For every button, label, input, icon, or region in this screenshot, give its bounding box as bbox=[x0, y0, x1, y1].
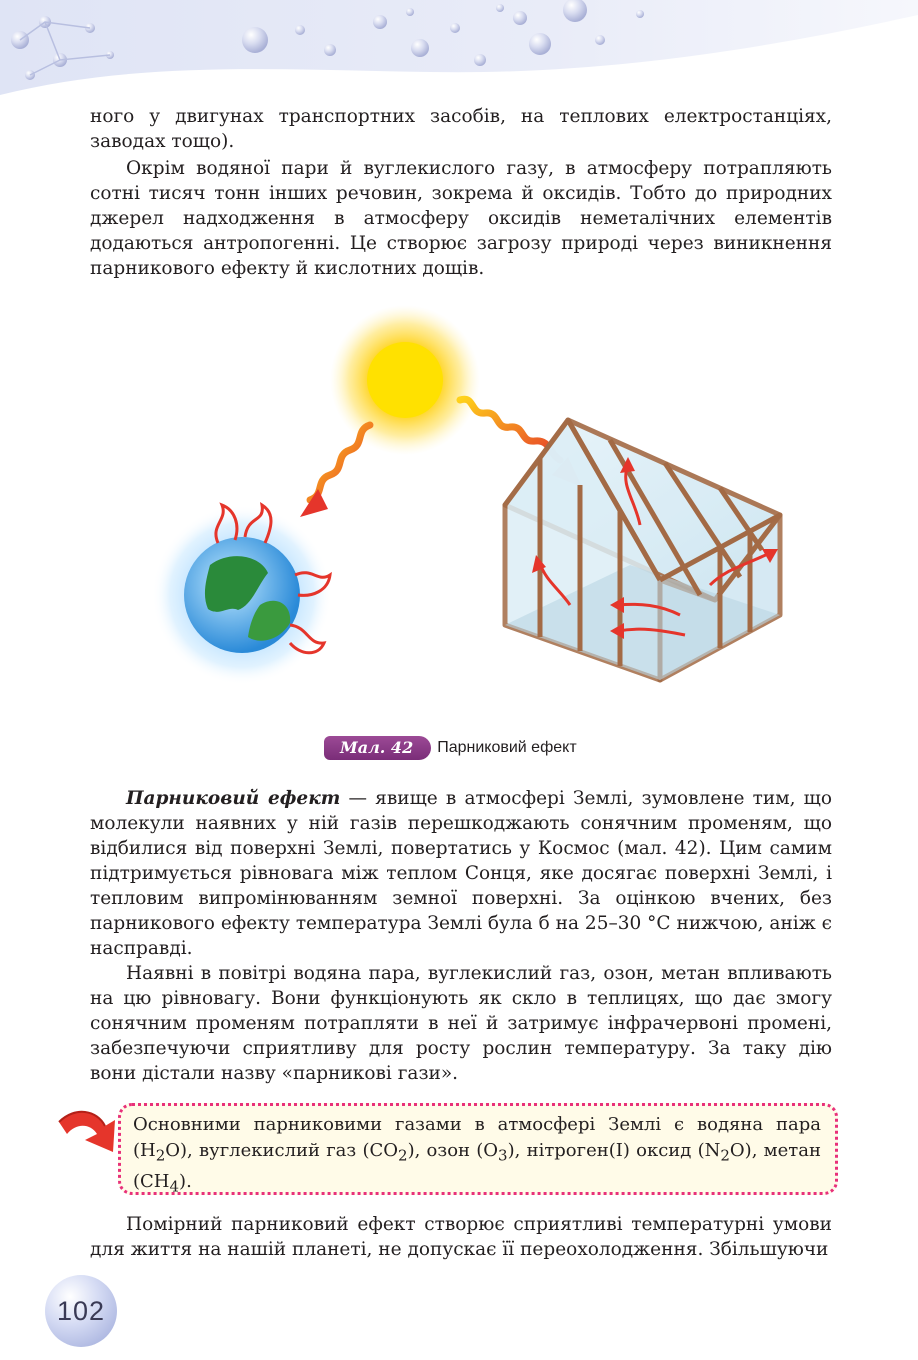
greenhouse bbox=[505, 420, 780, 680]
term-greenhouse-effect: Парниковий ефект bbox=[126, 788, 341, 809]
page-header-decoration bbox=[0, 0, 918, 100]
page-number: 102 bbox=[45, 1275, 117, 1347]
key-fact-text: Основними парниковими газами в атмосфері Землі є водяна пара $(H_2O)$, вуглекислий газ $(CO_2)$, озон $(O_3)$, нітроген(І) оксид $(N_2O)$, метан $(CH_4)$. bbox=[133, 1114, 821, 1196]
figure-number-tag: Мал. 42 bbox=[324, 736, 431, 760]
earth-globe bbox=[152, 505, 332, 685]
curved-arrow-icon bbox=[55, 1100, 125, 1160]
paragraph-greenhouse-gases: Наявні в повітрі водяна пара, вуглекислий газ, озон, метан впливають на цю рівновагу. Вони функціонують як скло в теплицях, що дає змогу сонячним променям потрапляти в неї й затримує інфрачервоні промені, забезпечуючи сприятливу для росту рослин температуру. За таку дію вони дістали назву «парникові гази». bbox=[90, 963, 832, 1084]
paragraph-oxides: Окрім водяної пари й вуглекислого газу, в атмосферу потрапляють сотні тисяч тонн інших речовин, зокрема й оксидів. Тобто до природних джерел надходження в атмосферу оксидів неметалічних елементів додаються антропогенні. Це створює загрозу природі через виникнення парникового ефекту й кислотних дощів. bbox=[90, 158, 832, 279]
paragraph-definition bbox=[90, 786, 832, 961]
figure-caption-text: Парниковий ефект bbox=[437, 739, 577, 756]
figure-caption bbox=[324, 735, 577, 761]
greenhouse-effect-illustration bbox=[140, 305, 800, 725]
definition-text: — явище в атмосфері Землі, зумовлене тим, що молекули наявних у ній газів перешкоджають сонячним променям, що відбилися від поверхні Землі, повертатись у Космос (мал. 42). Цим самим підтримується рівновага між теплом Сонця, яке досягає поверхні Землі, і тепловим випромінюванням земної поверхні. За оцінкою вчених, без парникового ефекту температура Землі була б на 25–30 °С нижчою, аніж є насправді. bbox=[90, 788, 832, 959]
key-fact-box bbox=[118, 1103, 838, 1195]
paragraph-continuation: ного у двигунах транспортних засобів, на теплових електростанціях, заводах тощо). bbox=[90, 106, 832, 152]
paragraph-moderate-effect: Помірний парниковий ефект створює сприятливі температурні умови для життя на нашій планеті, не допускає її переохолодження. Збільшуючи bbox=[90, 1214, 832, 1260]
